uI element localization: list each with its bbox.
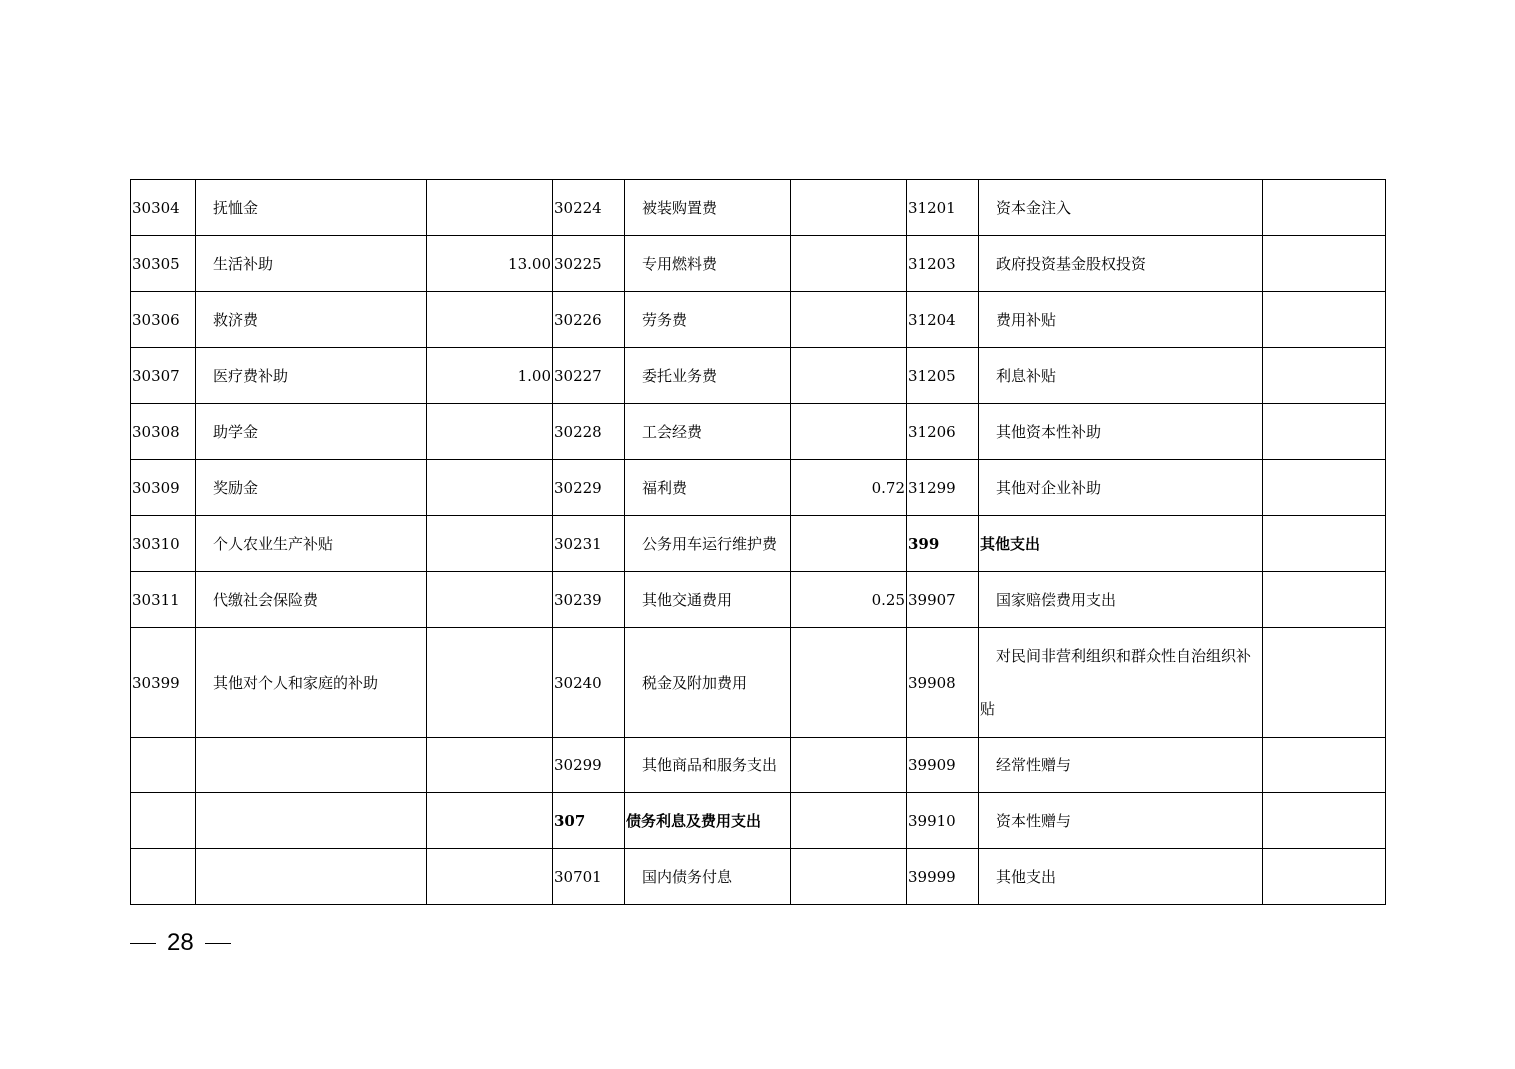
code-cell: 39910 — [907, 793, 979, 849]
code-cell: 39999 — [907, 849, 979, 905]
code-cell: 30399 — [131, 628, 196, 738]
footer-dash-right — [205, 943, 231, 944]
table-row — [131, 738, 1386, 793]
name-cell: 助学金 — [196, 404, 427, 460]
amount-cell: 1.00 — [427, 348, 553, 404]
page-number: 28 — [167, 929, 194, 956]
budget-table — [130, 179, 1386, 905]
code-cell — [131, 738, 196, 793]
amount-cell — [791, 292, 907, 348]
code-cell: 30227 — [553, 348, 625, 404]
code-cell: 30309 — [131, 460, 196, 516]
code-cell: 30239 — [553, 572, 625, 628]
code-cell: 30231 — [553, 516, 625, 572]
page-footer — [130, 928, 231, 958]
name-cell: 救济费 — [196, 292, 427, 348]
name-cell: 税金及附加费用 — [625, 628, 791, 738]
code-cell: 30310 — [131, 516, 196, 572]
name-cell: 资本性赠与 — [979, 793, 1263, 849]
amount-cell — [1263, 572, 1386, 628]
name-cell — [196, 793, 427, 849]
table-row — [131, 460, 1386, 516]
code-cell: 39908 — [907, 628, 979, 738]
amount-cell — [427, 793, 553, 849]
name-cell: 代缴社会保险费 — [196, 572, 427, 628]
code-cell: 30226 — [553, 292, 625, 348]
code-cell: 30308 — [131, 404, 196, 460]
table-row — [131, 849, 1386, 905]
name-cell: 经常性赠与 — [979, 738, 1263, 793]
amount-cell — [427, 849, 553, 905]
amount-cell — [1263, 236, 1386, 292]
code-cell: 31203 — [907, 236, 979, 292]
name-cell: 其他支出 — [979, 849, 1263, 905]
amount-cell — [1263, 348, 1386, 404]
table-row — [131, 516, 1386, 572]
code-cell: 30225 — [553, 236, 625, 292]
name-cell: 利息补贴 — [979, 348, 1263, 404]
amount-cell — [427, 738, 553, 793]
code-cell: 30240 — [553, 628, 625, 738]
amount-cell — [791, 738, 907, 793]
amount-cell — [1263, 793, 1386, 849]
name-cell: 生活补助 — [196, 236, 427, 292]
amount-cell — [1263, 628, 1386, 738]
amount-cell — [1263, 738, 1386, 793]
code-cell: 30304 — [131, 180, 196, 236]
amount-cell: 0.25 — [791, 572, 907, 628]
amount-cell — [791, 628, 907, 738]
code-cell: 30701 — [553, 849, 625, 905]
code-cell: 30305 — [131, 236, 196, 292]
name-cell — [196, 849, 427, 905]
name-cell: 其他对个人和家庭的补助 — [196, 628, 427, 738]
amount-cell — [791, 516, 907, 572]
amount-cell — [427, 180, 553, 236]
table-row — [131, 404, 1386, 460]
name-cell: 资本金注入 — [979, 180, 1263, 236]
name-cell: 国家赔偿费用支出 — [979, 572, 1263, 628]
code-cell: 39909 — [907, 738, 979, 793]
amount-cell — [1263, 460, 1386, 516]
category-name-cell: 其他支出 — [979, 516, 1263, 572]
table-row — [131, 793, 1386, 849]
amount-cell — [427, 516, 553, 572]
code-cell: 30306 — [131, 292, 196, 348]
code-cell: 31205 — [907, 348, 979, 404]
name-text: 对民间非营利组织和群众性自治组织补贴 — [980, 646, 1252, 718]
table-row — [131, 348, 1386, 404]
amount-cell — [1263, 404, 1386, 460]
code-cell — [131, 849, 196, 905]
amount-cell: 0.72 — [791, 460, 907, 516]
name-cell: 国内债务付息 — [625, 849, 791, 905]
code-cell: 30307 — [131, 348, 196, 404]
name-cell: 其他对企业补助 — [979, 460, 1263, 516]
name-cell — [196, 738, 427, 793]
amount-cell — [427, 460, 553, 516]
name-cell: 医疗费补助 — [196, 348, 427, 404]
name-cell: 其他资本性补助 — [979, 404, 1263, 460]
amount-cell — [427, 628, 553, 738]
category-code-cell: 307 — [553, 793, 625, 849]
category-code-cell: 399 — [907, 516, 979, 572]
name-cell: 工会经费 — [625, 404, 791, 460]
name-cell: 奖励金 — [196, 460, 427, 516]
name-cell: 被装购置费 — [625, 180, 791, 236]
code-cell — [131, 793, 196, 849]
name-cell: 福利费 — [625, 460, 791, 516]
amount-cell — [791, 793, 907, 849]
amount-cell — [427, 292, 553, 348]
name-cell: 劳务费 — [625, 292, 791, 348]
name-cell: 抚恤金 — [196, 180, 427, 236]
amount-cell: 13.00 — [427, 236, 553, 292]
name-cell: 公务用车运行维护费 — [625, 516, 791, 572]
amount-cell — [427, 404, 553, 460]
category-name-cell: 债务利息及费用支出 — [625, 793, 791, 849]
code-cell: 31204 — [907, 292, 979, 348]
code-cell: 31299 — [907, 460, 979, 516]
code-cell: 30311 — [131, 572, 196, 628]
name-cell: 费用补贴 — [979, 292, 1263, 348]
name-cell: 委托业务费 — [625, 348, 791, 404]
code-cell: 30299 — [553, 738, 625, 793]
amount-cell — [1263, 292, 1386, 348]
name-cell: 个人农业生产补贴 — [196, 516, 427, 572]
footer-dash-left — [130, 943, 156, 944]
code-cell: 30228 — [553, 404, 625, 460]
table-row — [131, 236, 1386, 292]
amount-cell — [791, 849, 907, 905]
name-cell: 政府投资基金股权投资 — [979, 236, 1263, 292]
table-row — [131, 292, 1386, 348]
code-cell: 30229 — [553, 460, 625, 516]
amount-cell — [791, 180, 907, 236]
amount-cell — [1263, 516, 1386, 572]
amount-cell — [791, 348, 907, 404]
amount-cell — [1263, 849, 1386, 905]
code-cell: 31201 — [907, 180, 979, 236]
code-cell: 30224 — [553, 180, 625, 236]
table-row — [131, 628, 1386, 738]
name-cell: 专用燃料费 — [625, 236, 791, 292]
name-cell: 其他商品和服务支出 — [625, 738, 791, 793]
table-row — [131, 572, 1386, 628]
code-cell: 39907 — [907, 572, 979, 628]
name-cell: 其他交通费用 — [625, 572, 791, 628]
table-row — [131, 180, 1386, 236]
name-cell-wrapped — [979, 628, 1263, 738]
amount-cell — [1263, 180, 1386, 236]
amount-cell — [791, 236, 907, 292]
amount-cell — [427, 572, 553, 628]
amount-cell — [791, 404, 907, 460]
code-cell: 31206 — [907, 404, 979, 460]
